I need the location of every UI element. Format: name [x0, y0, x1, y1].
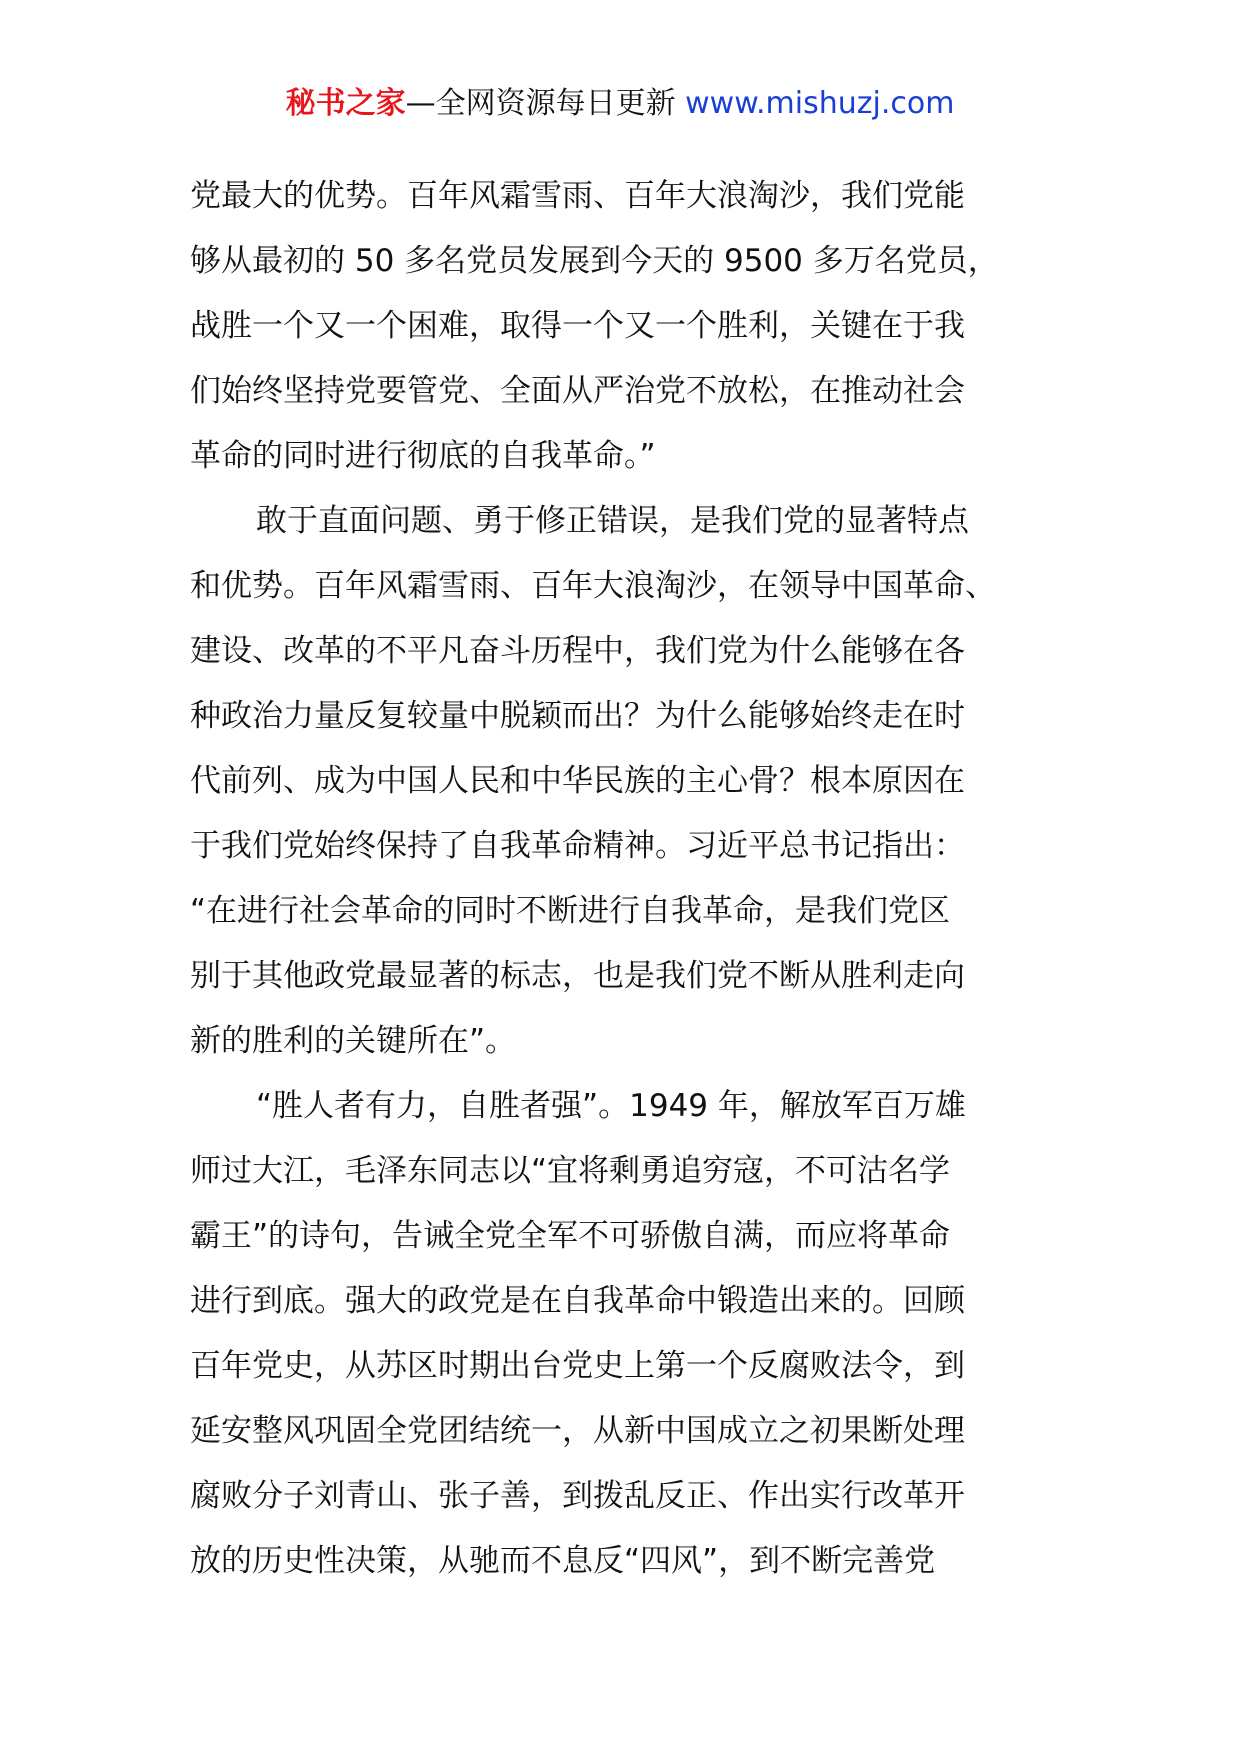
text-line: 建设、改革的不平凡奋斗历程中，我们党为什么能够在各: [190, 633, 965, 669]
page-header: [0, 84, 1240, 124]
text-line: 种政治力量反复较量中脱颖而出？为什么能够始终走在时: [190, 698, 965, 734]
text-line: 新的胜利的关键所在”。: [190, 1023, 517, 1059]
text-line: “在进行社会革命的同时不断进行自我革命，是我们党区: [190, 893, 951, 929]
text-line: 于我们党始终保持了自我革命精神。习近平总书记指出：: [190, 828, 965, 864]
text-line: 百年党史，从苏区时期出台党史上第一个反腐败法令，到: [190, 1348, 965, 1384]
text-line: 代前列、成为中国人民和中华民族的主心骨？根本原因在: [190, 763, 965, 799]
text-line: 师过大江，毛泽东同志以“宜将剩勇追穷寇，不可沽名学: [190, 1153, 951, 1189]
text-line: 党最大的优势。百年风霜雪雨、百年大浪淘沙，我们党能: [190, 178, 965, 214]
text-line: 延安整风巩固全党团结统一，从新中国成立之初果断处理: [190, 1413, 965, 1449]
text-line: 和优势。百年风霜雪雨、百年大浪淘沙，在领导中国革命、: [190, 568, 996, 604]
text-line: 腐败分子刘青山、张子善，到拨乱反正、作出实行改革开: [190, 1478, 965, 1514]
site-url-link[interactable]: www.mishuzj.com: [685, 86, 955, 121]
text-line: 敢于直面问题、勇于修正错误，是我们党的显著特点: [256, 503, 969, 539]
brand-name: 秘书之家: [285, 86, 406, 121]
text-line: 进行到底。强大的政党是在自我革命中锻造出来的。回顾: [190, 1283, 965, 1319]
text-line: 们始终坚持党要管党、全面从严治党不放松，在推动社会: [190, 373, 965, 409]
text-line: “胜人者有力，自胜者强”。1949 年，解放军百万雄: [256, 1088, 966, 1124]
text-line: 战胜一个又一个困难，取得一个又一个胜利，关键在于我: [190, 308, 965, 344]
text-line: 别于其他政党最显著的标志，也是我们党不断从胜利走向: [190, 958, 965, 994]
text-line: 革命的同时进行彻底的自我革命。”: [190, 438, 656, 474]
text-line: 放的历史性决策，从驰而不息反“四风”，到不断完善党: [190, 1543, 936, 1579]
header-tagline: —全网资源每日更新: [405, 86, 676, 121]
text-line: 够从最初的 50 多名党员发展到今天的 9500 多万名党员，: [190, 243, 999, 279]
document-body: [190, 164, 1050, 1594]
text-line: 霸王”的诗句，告诫全党全军不可骄傲自满，而应将革命: [190, 1218, 951, 1254]
